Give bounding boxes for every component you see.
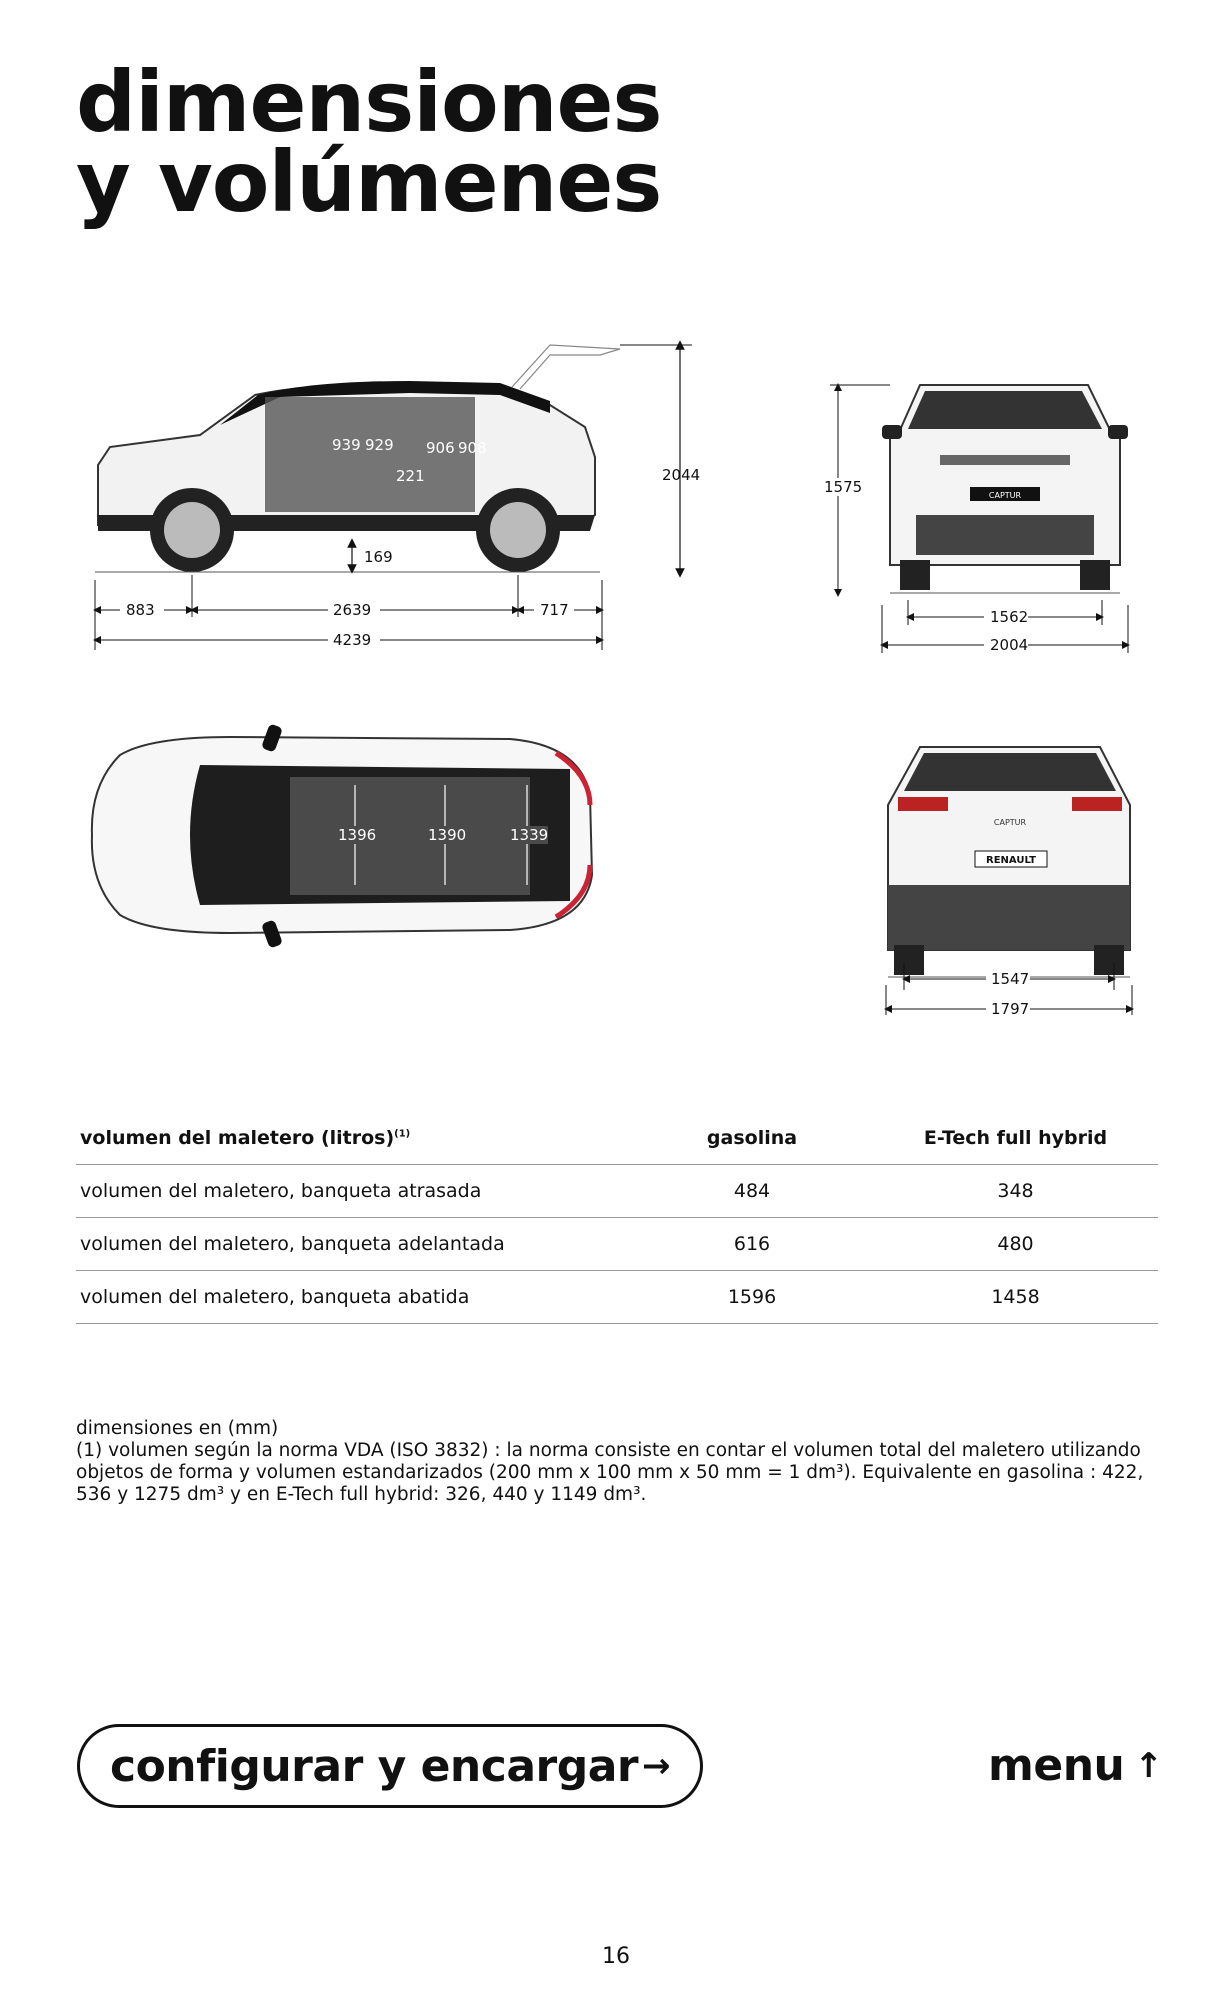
width-mirrors-label: 2004 [990,636,1029,654]
page-number: 16 [602,1944,630,1969]
row-label: volumen del maletero, banqueta adelantada [76,1218,631,1271]
row-hybrid: 1458 [873,1271,1158,1324]
open-tailgate [512,345,620,389]
title-line-1: dimensiones [76,53,662,151]
table-header-gasolina: gasolina [631,1112,873,1165]
units-note: dimensiones en (mm) [76,1418,279,1439]
rear-view-diagram [880,735,1140,1018]
row-label: volumen del maletero, banqueta abatida [76,1271,631,1324]
rear-window [904,753,1116,791]
side-view-diagram [80,335,720,665]
arrow-right-icon: → [642,1746,670,1786]
rear-width-label: 1797 [991,1000,1030,1018]
arrow-up-icon: ↑ [1134,1745,1163,1786]
rear-overhang-label: 717 [540,601,569,619]
menu-link[interactable] [988,1740,1162,1791]
configure-order-button[interactable] [77,1724,703,1808]
front-badge-text: CAPTUR [988,491,1022,500]
trunk-volume-table [76,1112,1158,1324]
rear-model-text: CAPTUR [993,818,1027,827]
vda-note: (1) volumen según la norma VDA (ISO 3832) : la norma consiste en contar el volumen total del maletero utilizando objetos de forma y volumen estandarizados (200 mm x 100 mm x 50 mm = 1 dm³). Equivalente en gasolina : 422, 536 y 1275 dm³ y en E-Tech full hybrid: 326, 440 y 1149 dm³. [76,1440,1144,1505]
interior-dim-2: 929 [365,436,394,454]
top-car-seats [290,777,530,895]
title-line-2: y volúmenes [76,133,662,231]
cabin-width-rear: 1339 [510,826,549,844]
wheelbase-label: 2639 [333,601,372,619]
front-windshield [908,391,1102,429]
table-row [76,1218,1158,1271]
front-track-label: 1562 [990,608,1029,626]
rear-plate-text: RENAULT [986,855,1036,866]
front-grille [940,455,1070,465]
table-header-hybrid: E-Tech full hybrid [873,1112,1158,1165]
page-title [76,53,662,231]
top-view-diagram [90,725,610,975]
ground-clearance-label: 169 [364,548,393,566]
row-gasolina: 616 [631,1218,873,1271]
menu-label: menu [988,1740,1125,1791]
interior-dim-4: 908 [458,439,487,457]
table-row [76,1165,1158,1218]
table-header-label: volumen del maletero (litros)$^{(1)}$ [76,1112,631,1165]
height-open-label: 2044 [662,466,701,484]
table-header-row [76,1112,1158,1165]
rear-track-label: 1547 [991,970,1030,988]
row-gasolina: 484 [631,1165,873,1218]
row-hybrid: 348 [873,1165,1158,1218]
footnotes [76,1418,1166,1506]
front-overhang-label: 883 [126,601,155,619]
configure-order-label: configurar y encargar [110,1740,639,1792]
row-hybrid: 480 [873,1218,1158,1271]
length-label: 4239 [333,631,372,649]
interior-dim-1: 939 [332,436,361,454]
cabin-width-front: 1396 [338,826,377,844]
table-row [76,1271,1158,1324]
interior-dim-3: 906 [426,439,455,457]
front-height-label: 1575 [824,478,863,496]
row-gasolina: 1596 [631,1271,873,1324]
front-view-diagram [820,375,1150,665]
interior-dim-5: 221 [396,467,425,485]
row-label: volumen del maletero, banqueta atrasada [76,1165,631,1218]
cabin-width-middle: 1390 [428,826,467,844]
